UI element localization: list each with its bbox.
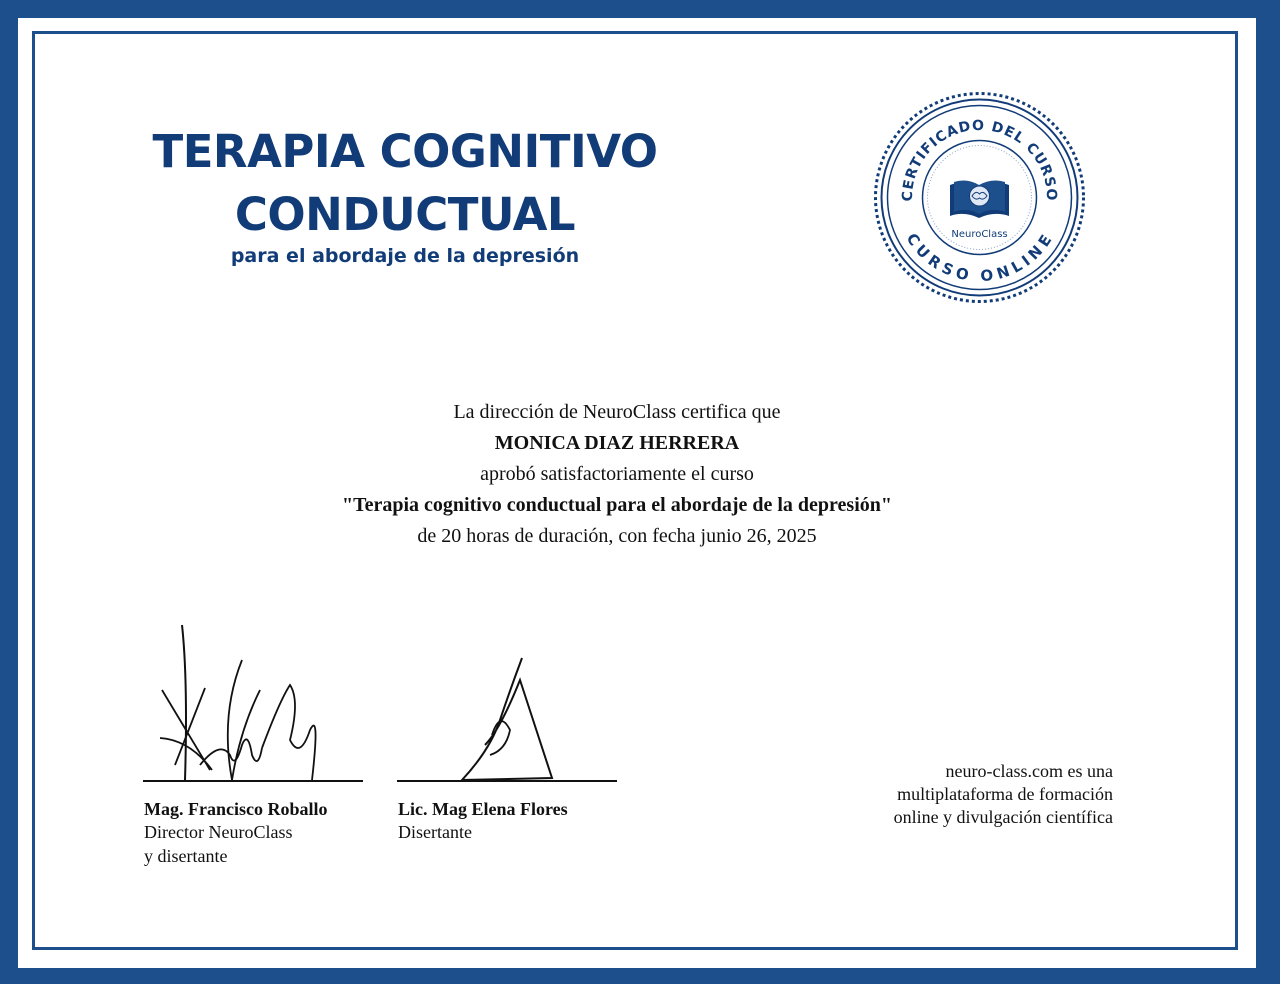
course-subtitle: para el abordaje de la depresión <box>230 245 580 267</box>
course-name: "Terapia cognitivo conductual para el abordaje de la depresión" <box>341 494 892 516</box>
recipient-name: MONICA DIAZ HERRERA <box>494 432 740 454</box>
signatory-1-role-line2: y disertante <box>144 846 228 866</box>
intro-text: La dirección de NeuroClass certifica que <box>453 401 781 423</box>
course-title <box>145 120 665 246</box>
course-title-line1: TERAPIA COGNITIVO <box>152 125 658 178</box>
signatory-2-role-line1: Disertante <box>398 822 472 842</box>
course-seal-icon <box>872 90 1087 305</box>
signature-elena-flores <box>450 650 570 785</box>
signatory-2 <box>398 798 638 844</box>
platform-note-line2: multiplataforma de formación <box>897 784 1113 804</box>
seal-logo-text: NeuroClass <box>951 229 1008 240</box>
platform-note-line1: neuro-class.com es una <box>945 761 1113 781</box>
signature-line-2 <box>397 780 617 782</box>
course-title-line2: CONDUCTUAL <box>234 188 576 241</box>
signatory-1-name: Mag. Francisco Roballo <box>144 799 328 819</box>
signature-line-1 <box>143 780 363 782</box>
signatory-2-name: Lic. Mag Elena Flores <box>398 799 568 819</box>
approval-text: aprobó satisfactoriamente el curso <box>480 463 754 485</box>
platform-note-line3: online y divulgación científica <box>893 807 1113 827</box>
duration-text: de 20 horas de duración, con fecha junio 26, 2025 <box>417 525 817 547</box>
signatory-1 <box>144 798 384 868</box>
platform-note <box>850 760 1113 829</box>
seal-bottom-text: CURSO ONLINE <box>902 229 1057 286</box>
signature-francisco-roballo <box>150 620 330 785</box>
book-brain-icon <box>950 181 1009 218</box>
signatory-1-role-line1: Director NeuroClass <box>144 822 293 842</box>
certificate-body <box>262 397 972 552</box>
seal-top-text: CERTIFICADO DEL CURSO <box>899 117 1060 202</box>
